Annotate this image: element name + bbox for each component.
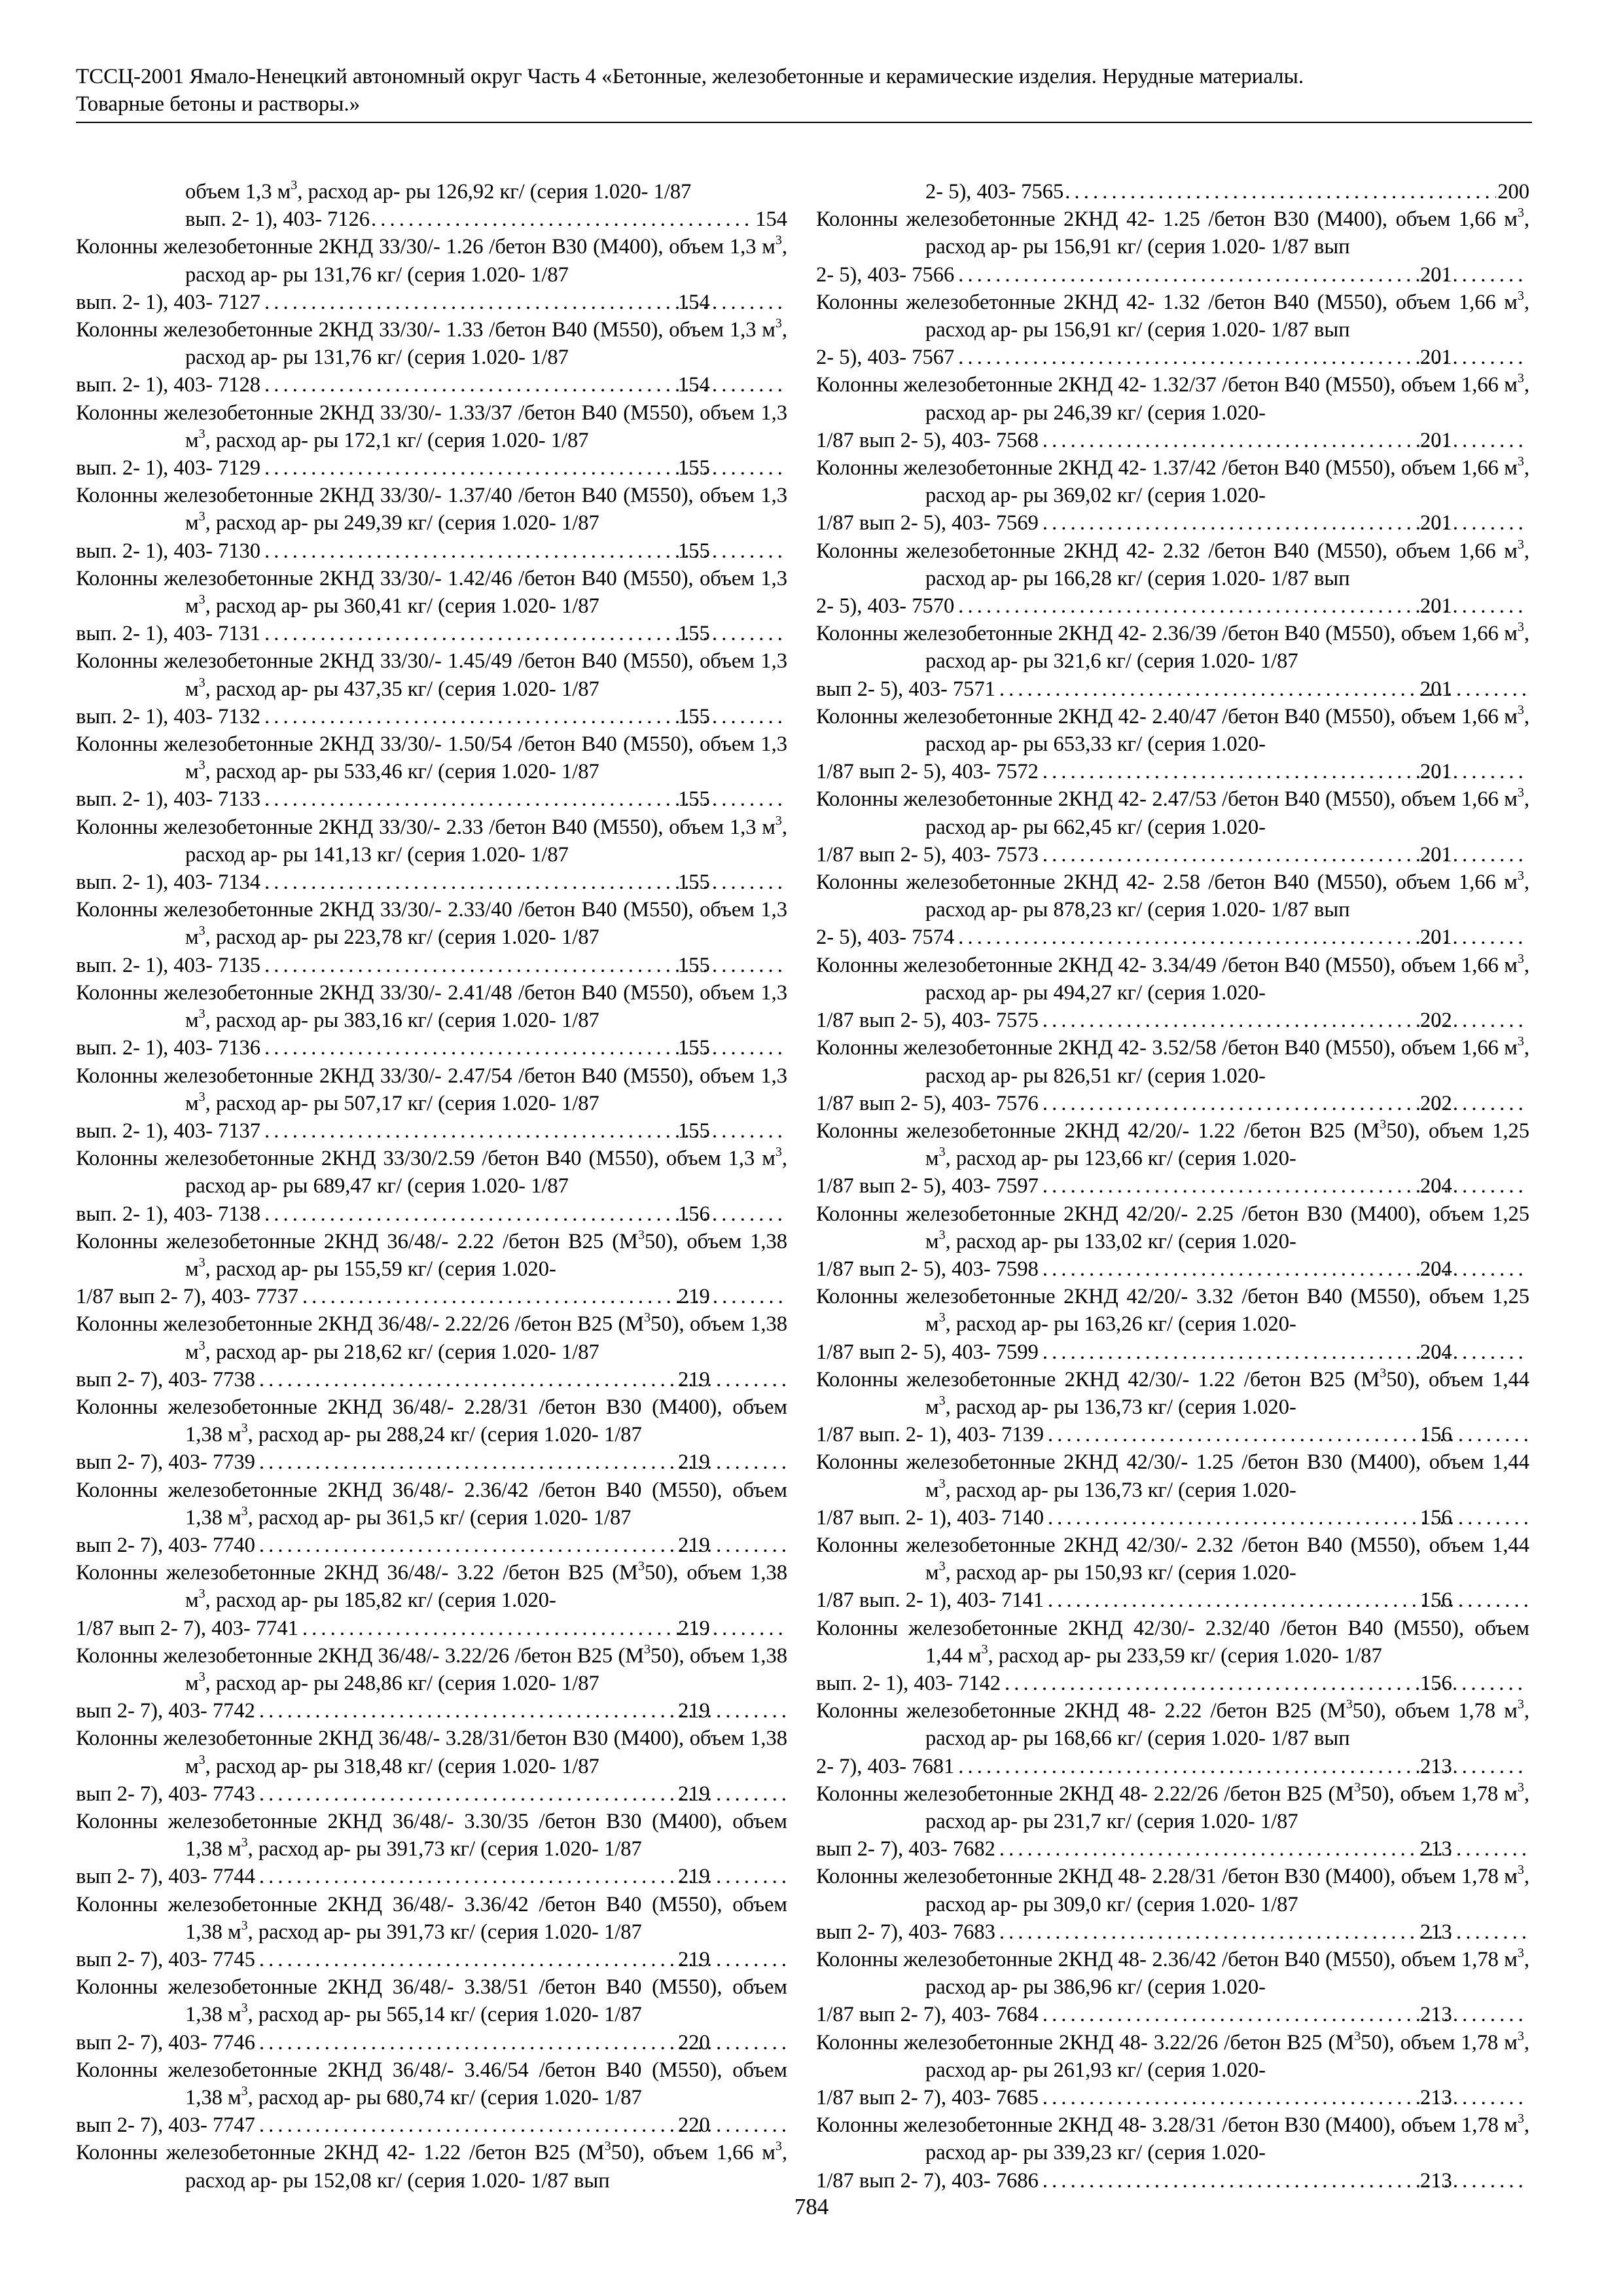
index-entry [76, 1310, 787, 1393]
entry-last-line: вып 2- 7), 403- 7682 . . . 213 [925, 1835, 1529, 1863]
entry-code: 1/87 вып 2- 5), 403- 7575 [816, 1009, 1039, 1033]
entry-last-line: вып. 2- 1), 403- 7133 . . . 155 [185, 785, 787, 813]
entry-text: Колонны железобетонные 2КНД 42- 1.37/42 /бетон В40 (М550), объем 1,66 $м^3$, расход ар- ры 369,02 кг/ (серия 1.020- [816, 454, 1529, 508]
entry-text: Колонны железобетонные 2КНД 33/30/- 2.41/48 /бетон В40 (М550), объем 1,3 $м^3$, расход ар- ры 383,16 кг/ (серия 1.020- 1/87 [76, 980, 787, 1033]
index-entry [816, 1615, 1529, 1698]
entry-code: 1/87 вып 2- 7), 403- 7684 [816, 2003, 1039, 2027]
entry-code: 2- 5), 403- 7567 [816, 346, 955, 370]
entry-text: объем 1,3 $м^3$, расход ар- ры 126,92 кг/ (серия 1.020- 1/87 [185, 178, 692, 204]
entry-code: вып. 2- 1), 403- 7136 [76, 1036, 261, 1060]
entry-code: вып. 2- 1), 403- 7127 [76, 290, 261, 314]
entry-text: Колонны железобетонные 2КНД 48- 3.28/31 /бетон В30 (М400), объем 1,78 $м^3$, расход ар- ры 339,23 кг/ (серия 1.020- [816, 2111, 1529, 2165]
entry-code: 1/87 вып 2- 5), 403- 7576 [816, 1091, 1039, 1115]
entry-text: Колонны железобетонные 2КНД 42/30/- 1.22 /бетон В25 $(М^350)$, объем 1,44 $м^3$, расход ар- ры 136,73 кг/ (серия 1.020- [816, 1365, 1529, 1419]
dot-leader [1040, 509, 1528, 537]
entry-code: вып 2- 7), 403- 7683 [816, 1920, 995, 1944]
entry-text: Колонны железобетонные 2КНД 36/48/- 3.38/51 /бетон В40 (М550), объем 1,38 $м^3$, расход ар- ры 565,14 кг/ (серия 1.020- 1/87 [76, 1975, 787, 2027]
entry-code: 1/87 вып 2- 5), 403- 7569 [816, 511, 1039, 535]
entry-last-line: 1/87 вып 2- 5), 403- 7575 . . . 202 [925, 1007, 1529, 1034]
entry-code: вып. 2- 1), 403- 7137 [76, 1119, 261, 1143]
entry-code: 2- 5), 403- 7574 [816, 925, 955, 950]
entry-text: Колонны железобетонные 2КНД 42- 1.32 /бетон В40 (М550), объем 1,66 $м^3$, расход ар- ры 156,91 кг/ (серия 1.020- 1/87 вып [816, 288, 1529, 342]
index-entry [76, 2139, 787, 2194]
entry-text: Колонны железобетонные 2КНД 48- 2.22/26 /бетон В25 $(М^350)$, объем 1,78 $м^3$, расход ар- ры 231,7 кг/ (серия 1.020- 1/87 [816, 1780, 1529, 1833]
entry-code: вып 2- 7), 403- 7747 [76, 2113, 255, 2138]
entry-last-line: 1/87 вып. 2- 1), 403- 7140 . . . 156 [925, 1504, 1529, 1532]
entry-code: вып. 2- 1), 403- 7133 [76, 787, 261, 812]
index-entry [76, 979, 787, 1062]
entry-text: Колонны железобетонные 2КНД 42- 2.32 /бетон В40 (М550), объем 1,66 $м^3$, расход ар- ры 166,28 кг/ (серия 1.020- 1/87 вып [816, 537, 1529, 590]
entry-code: 1/87 вып 2- 5), 403- 7597 [816, 1174, 1039, 1198]
index-entry [76, 1642, 787, 1725]
entry-last-line: 1/87 вып 2- 5), 403- 7597 . . . 204 [925, 1172, 1529, 1200]
index-entry [76, 1477, 787, 1560]
entry-text: Колонны железобетонные 2КНД 36/48/- 3.28/31/бетон В30 (М400), объем 1,38 $м^3$, расход ар- ры 318,48 кг/ (серия 1.020- 1/87 [76, 1727, 787, 1778]
index-entry [76, 316, 787, 399]
dot-leader [1040, 1090, 1528, 1117]
entry-code: 1/87 вып 2- 5), 403- 7573 [816, 842, 1039, 867]
header-line-1: ТССЦ-2001 Ямало-Ненецкий автономный округ Часть 4 «Бетонные, железобетонные и керамические изделия. Нерудные материалы. [76, 65, 1304, 88]
index-entry [76, 1062, 787, 1145]
entry-text: Колонны железобетонные 2КНД 33/30/- 1.33/37 /бетон В40 (М550), объем 1,3 $м^3$, расход ар- ры 172,1 кг/ (серия 1.020- 1/87 [76, 401, 787, 452]
index-entry [76, 565, 787, 648]
entry-code: вып. 2- 1), 403- 7132 [76, 704, 261, 728]
index-entry [816, 371, 1529, 454]
entry-last-line: 1/87 вып 2- 5), 403- 7569 . . . 201 [925, 509, 1529, 537]
entry-text: Колонны железобетонные 2КНД 36/48/- 2.36/42 /бетон В40 (М550), объем 1,38 $м^3$, расход ар- ры 361,5 кг/ (серия 1.020- 1/87 [76, 1478, 787, 1530]
dot-leader [1065, 178, 1496, 206]
entry-text: Колонны железобетонные 2КНД 36/48/- 3.46/54 /бетон В40 (М550), объем 1,38 $м^3$, расход ар- ры 680,74 кг/ (серия 1.020- 1/87 [76, 2058, 787, 2110]
entry-text: Колонны железобетонные 2КНД 33/30/- 1.42/46 /бетон В40 (М550), объем 1,3 $м^3$, расход ар- ры 360,41 кг/ (серия 1.020- 1/87 [76, 566, 787, 619]
index-entry [76, 1145, 787, 1228]
dot-leader [1040, 1255, 1528, 1283]
entry-code: вып 2- 7), 403- 7738 [76, 1367, 255, 1391]
index-entry [816, 952, 1529, 1035]
entry-last-line: вып 2- 7), 403- 7747 . . . 220 [185, 2111, 787, 2139]
index-entry [76, 647, 787, 730]
entry-last-line: вып. 2- 1), 403- 7135 . . . 155 [185, 952, 787, 979]
entry-last-line: 1/87 вып 2- 5), 403- 7576 . . . 202 [925, 1090, 1529, 1117]
entry-text: Колонны железобетонные 2КНД 36/48/- 3.22 /бетон В25 $(М^350)$, объем 1,38 $м^3$, расход ар- ры 185,82 кг/ (серия 1.020- [76, 1559, 787, 1613]
dot-leader [1045, 1587, 1528, 1614]
index-entry [816, 1366, 1529, 1449]
index-entry [76, 1891, 787, 1974]
entry-text: Колонны железобетонные 2КНД 42- 2.58 /бетон В40 (М550), объем 1,66 $м^3$, расход ар- ры 878,23 кг/ (серия 1.020- 1/87 вып [816, 869, 1529, 922]
entry-last-line: 2- 5), 403- 7574 . . . 201 [925, 924, 1529, 951]
entry-text: Колонны железобетонные 2КНД 48- 2.28/31 /бетон В30 (М400), объем 1,78 $м^3$, расход ар- ры 309,0 кг/ (серия 1.020- 1/87 [816, 1863, 1529, 1916]
index-entry [816, 1532, 1529, 1615]
index-entry [76, 2056, 787, 2140]
entry-page-ref: 200 [1497, 180, 1529, 204]
index-entry [76, 1393, 787, 1477]
entry-text: Колонны железобетонные 2КНД 42/30/- 2.32/40 /бетон В40 (М550), объем 1,44 $м^3$, расход ар- ры 233,59 кг/ (серия 1.020- 1/87 [816, 1616, 1529, 1668]
entry-text: Колонны железобетонные 2КНД 48- 2.22 /бетон В25 $(М^350)$, объем 1,78 $м^3$, расход ар- ры 168,66 кг/ (серия 1.020- 1/87 вып [816, 1697, 1529, 1751]
entry-last-line: вып 2- 7), 403- 7746 . . . 220 [185, 2029, 787, 2056]
header-line-2: Товарные бетоны и растворы.» [76, 92, 361, 116]
entry-text: Колонны железобетонные 2КНД 42/20/- 2.25 /бетон В30 (М400), объем 1,25 $м^3$, расход ар- ры 133,02 кг/ (серия 1.020- [816, 1202, 1529, 1253]
entry-text: Колонны железобетонные 2КНД 33/30/2.59 /бетон В40 (М550), объем 1,3 $м^3$, расход ар- ры 689,47 кг/ (серия 1.020- 1/87 [76, 1145, 787, 1198]
dot-leader [1040, 1172, 1528, 1200]
entry-text: Колонны железобетонные 2КНД 33/30/- 1.33 /бетон В40 (М550), объем 1,3 $м^3$, расход ар- ры 131,76 кг/ (серия 1.020- 1/87 [76, 316, 787, 370]
index-entry [816, 2111, 1529, 2195]
index-entry [76, 1228, 787, 1311]
dot-leader [1040, 1007, 1528, 1034]
entry-code: 1/87 вып 2- 7), 403- 7686 [816, 2168, 1039, 2193]
index-entry [76, 482, 787, 565]
entry-text: Колонны железобетонные 2КНД 36/48/- 3.22/26 /бетон В25 $(М^350)$, объем 1,38 $м^3$, расход ар- ры 248,86 кг/ (серия 1.020- 1/87 [76, 1641, 787, 1695]
entry-last-line: 1/87 вып 2- 5), 403- 7572 . . . 201 [925, 758, 1529, 785]
entry-code: вып 2- 7), 403- 7744 [76, 1865, 255, 1889]
entry-code: 1/87 вып 2- 5), 403- 7572 [816, 760, 1039, 784]
entry-code: вып. 2- 1), 403- 7130 [76, 539, 261, 563]
entry-text: Колонны железобетонные 2КНД 42/20/- 1.22 /бетон В25 $(М^350)$, объем 1,25 $м^3$, расход ар- ры 123,66 кг/ (серия 1.020- [816, 1117, 1529, 1171]
index-column-right [816, 178, 1529, 2195]
entry-text: Колонны железобетонные 2КНД 48- 2.36/42 /бетон В40 (М550), объем 1,78 $м^3$, расход ар- ры 386,96 кг/ (серия 1.020- [816, 1946, 1529, 2000]
entry-text: Колонны железобетонные 2КНД 33/30/- 2.33 /бетон В40 (М550), объем 1,3 $м^3$, расход ар- ры 141,13 кг/ (серия 1.020- 1/87 [76, 813, 787, 867]
entry-last-line: вып 2- 5), 403- 7571 . . . 201 [925, 675, 1529, 703]
header-rule [76, 122, 1532, 123]
entry-last-line: 1/87 вып 2- 5), 403- 7598 . . . 204 [925, 1255, 1529, 1283]
entry-last-line: вып. 2- 1), 403- 7142 . . . 156 [925, 1670, 1529, 1697]
entry-text: Колонны железобетонные 2КНД 42- 2.36/39 /бетон В40 (М550), объем 1,66 $м^3$, расход ар- ры 321,6 кг/ (серия 1.020- 1/87 [816, 620, 1529, 673]
index-column-left [76, 178, 787, 2195]
entry-code: 2- 7), 403- 7681 [816, 1754, 955, 1778]
index-entry [76, 1559, 787, 1642]
entry-text: Колонны железобетонные 2КНД 42- 2.40/47 /бетон В40 (М550), объем 1,66 $м^3$, расход ар- ры 653,33 кг/ (серия 1.020- [816, 702, 1529, 757]
dot-leader [1040, 841, 1528, 869]
entry-last-line: 2- 5), 403- 7567 . . . 201 [925, 344, 1529, 371]
index-entry [816, 1697, 1529, 1780]
dot-leader [300, 1615, 786, 1642]
entry-code: вып. 2- 1), 403- 7131 [76, 622, 261, 646]
entry-text: Колонны железобетонные 2КНД 42/20/- 3.32 /бетон В40 (М550), объем 1,25 $м^3$, расход ар- ры 163,26 кг/ (серия 1.020- [816, 1285, 1529, 1336]
entry-code: 2- 5), 403- 7570 [816, 594, 955, 619]
entry-last-line: вып. 2- 1), 403- 7132 . . . 155 [185, 703, 787, 730]
entry-text: Колонны железобетонные 2КНД 33/30/- 1.50/54 /бетон В40 (М550), объем 1,3 $м^3$, расход ар- ры 533,46 кг/ (серия 1.020- 1/87 [76, 732, 787, 784]
entry-text: Колонны железобетонные 2КНД 33/30/- 2.47/54 /бетон В40 (М550), объем 1,3 $м^3$, расход ар- ры 507,17 кг/ (серия 1.020- 1/87 [76, 1064, 787, 1115]
dot-leader [1040, 2084, 1528, 2111]
index-entry [76, 233, 787, 316]
entry-last-line: вып. 2- 1), 403- 7131 . . . 155 [185, 620, 787, 647]
entry-last-line: вып. 2- 1), 403- 7137 . . . 155 [185, 1117, 787, 1145]
entry-last-line: 1/87 вып 2- 5), 403- 7568 . . . 201 [925, 427, 1529, 454]
entry-code: вып. 2- 1), 403- 7142 [816, 1671, 1001, 1695]
dot-leader [371, 206, 754, 233]
entry-code: 1/87 вып. 2- 1), 403- 7139 [816, 1423, 1044, 1447]
entry-last-line: вып. 2- 1), 403- 7129 . . . 155 [185, 454, 787, 482]
index-entry [816, 1448, 1529, 1532]
entry-code: вып 2- 7), 403- 7742 [76, 1699, 255, 1723]
entry-last-line: вып 2- 7), 403- 7683 . . . 213 [925, 1918, 1529, 1946]
dot-leader [1045, 1504, 1528, 1532]
index-entry [76, 399, 787, 482]
entry-last-line: вып. 2- 1), 403- 7130 . . . 155 [185, 537, 787, 565]
index-entry [76, 896, 787, 979]
entry-code: 1/87 вып. 2- 1), 403- 7141 [816, 1588, 1044, 1613]
entry-last-line: вып 2- 7), 403- 7742 . . . 219 [185, 1697, 787, 1725]
dot-leader [1040, 427, 1528, 454]
entry-last-line: 2- 5), 403- 7566 . . . 201 [925, 261, 1529, 289]
entry-code: 2- 5), 403- 7566 [816, 262, 955, 287]
entry-code: вып. 2- 1), 403- 7129 [76, 456, 261, 480]
index-entry [76, 178, 787, 233]
entry-last-line: вып 2- 7), 403- 7738 . . . 219 [185, 1366, 787, 1393]
entry-code: вып. 2- 1), 403- 7138 [76, 1202, 261, 1226]
dot-leader [1040, 2001, 1528, 2028]
index-entry [816, 206, 1529, 289]
dot-leader [1045, 1421, 1528, 1448]
entry-code: 1/87 вып 2- 5), 403- 7568 [816, 428, 1039, 452]
index-entry [816, 289, 1529, 372]
entry-code: вып 2- 7), 403- 7740 [76, 1533, 255, 1557]
entry-last-line: вып. 2- 1), 403- 7127 . . . 154 [185, 289, 787, 316]
entry-code: 2- 5), 403- 7565 [925, 180, 1064, 204]
index-entry [816, 1946, 1529, 2029]
index-entry [816, 1283, 1529, 1366]
entry-text: Колонны железобетонные 2КНД 42/30/- 2.32 /бетон В40 (М550), объем 1,44 $м^3$, расход ар- ры 150,93 кг/ (серия 1.020- [816, 1533, 1529, 1585]
index-entry [816, 1117, 1529, 1200]
entry-last-line: 1/87 вып 2- 7), 403- 7741 . . . 219 [185, 1615, 787, 1642]
entry-last-line [925, 178, 1529, 206]
entry-text: Колонны железобетонные 2КНД 33/30/- 1.45/49 /бетон В40 (М550), объем 1,3 $м^3$, расход ар- ры 437,35 кг/ (серия 1.020- 1/87 [76, 649, 787, 701]
running-header [76, 63, 1532, 118]
entry-code: 1/87 вып 2- 5), 403- 7598 [816, 1257, 1039, 1281]
entry-last-line: вып 2- 7), 403- 7739 . . . 219 [185, 1448, 787, 1476]
index-entry [816, 1863, 1529, 1946]
index-entry [816, 620, 1529, 703]
entry-last-line: 1/87 вып 2- 7), 403- 7686 . . . 213 [925, 2167, 1529, 2195]
entry-text: Колонны железобетонные 2КНД 33/30/- 1.37/40 /бетон В40 (М550), объем 1,3 $м^3$, расход ар- ры 249,39 кг/ (серия 1.020- 1/87 [76, 484, 787, 535]
index-entry [76, 1808, 787, 1891]
entry-text: Колонны железобетонные 2КНД 42- 1.25 /бетон В30 (М400), объем 1,66 $м^3$, расход ар- ры 156,91 кг/ (серия 1.020- 1/87 вып [816, 206, 1529, 259]
entry-text: Колонны железобетонные 2КНД 42/30/- 1.25 /бетон В30 (М400), объем 1,44 $м^3$, расход ар- ры 136,73 кг/ (серия 1.020- [816, 1450, 1529, 1502]
entry-text: Колонны железобетонные 2КНД 42- 1.32/37 /бетон В40 (М550), объем 1,66 $м^3$, расход ар- ры 246,39 кг/ (серия 1.020- [816, 371, 1529, 425]
index-entry [816, 785, 1529, 869]
entry-text: Колонны железобетонные 2КНД 42- 1.22 /бетон В25 $(М^350)$, объем 1,66 $м^3$, расход ар- ры 152,08 кг/ (серия 1.020- 1/87 вып [76, 2139, 787, 2193]
entry-last-line: 1/87 вып. 2- 1), 403- 7141 . . . 156 [925, 1587, 1529, 1614]
entry-last-line [185, 206, 787, 233]
entry-page-ref: 154 [755, 207, 787, 232]
entry-last-line: вып 2- 7), 403- 7740 . . . 219 [185, 1532, 787, 1559]
index-entry [816, 869, 1529, 952]
entry-code: 1/87 вып. 2- 1), 403- 7140 [816, 1505, 1044, 1530]
entry-last-line: 1/87 вып 2- 5), 403- 7599 . . . 204 [925, 1338, 1529, 1366]
entry-last-line: 1/87 вып 2- 7), 403- 7685 . . . 213 [925, 2084, 1529, 2111]
entry-code: 1/87 вып 2- 7), 403- 7685 [816, 2086, 1039, 2110]
dot-leader [1040, 2167, 1528, 2195]
index-entry [816, 1034, 1529, 1117]
entry-last-line: 2- 7), 403- 7681 . . . 213 [925, 1753, 1529, 1780]
entry-last-line: 1/87 вып 2- 7), 403- 7737 . . . 219 [185, 1283, 787, 1310]
entry-last-line: 1/87 вып 2- 5), 403- 7573 . . . 201 [925, 841, 1529, 869]
index-entry [816, 1200, 1529, 1283]
entry-code: вып. 2- 1), 403- 7134 [76, 870, 261, 895]
entry-code: 1/87 вып 2- 7), 403- 7741 [76, 1616, 298, 1640]
entry-text: Колонны железобетонные 2КНД 36/48/- 3.30/35 /бетон В30 (М400), объем 1,38 $м^3$, расход ар- ры 391,73 кг/ (серия 1.020- 1/87 [76, 1809, 787, 1861]
entry-code: вып 2- 7), 403- 7746 [76, 2030, 255, 2054]
entry-text: Колонны железобетонные 2КНД 36/48/- 2.22 /бетон В25 $(М^350)$, объем 1,38 $м^3$, расход ар- ры 155,59 кг/ (серия 1.020- [76, 1227, 787, 1281]
index-entry [816, 454, 1529, 537]
index-entry [816, 2029, 1529, 2112]
entry-code: 1/87 вып 2- 7), 403- 7737 [76, 1285, 298, 1309]
index-entry [816, 703, 1529, 786]
entry-last-line: вып 2- 7), 403- 7744 . . . 219 [185, 1863, 787, 1890]
index-entry [816, 537, 1529, 620]
entry-text: Колонны железобетонные 2КНД 48- 3.22/26 /бетон В25 $(М^350)$, объем 1,78 $м^3$, расход ар- ры 261,93 кг/ (серия 1.020- [816, 2028, 1529, 2082]
dot-leader [300, 1283, 786, 1310]
entry-text: Колонны железобетонные 2КНД 36/48/- 2.22/26 /бетон В25 $(М^350)$, объем 1,38 $м^3$, расход ар- ры 218,62 кг/ (серия 1.020- 1/87 [76, 1310, 787, 1364]
entry-code: вып. 2- 1), 403- 7128 [76, 373, 261, 397]
entry-text: Колонны железобетонные 2КНД 42- 3.34/49 /бетон В40 (М550), объем 1,66 $м^3$, расход ар- ры 494,27 кг/ (серия 1.020- [816, 951, 1529, 1005]
dot-leader [1040, 1338, 1528, 1366]
entry-code: вып. 2- 1), 403- 7126 [185, 207, 370, 232]
entry-last-line: вып. 2- 1), 403- 7128 . . . 154 [185, 371, 787, 399]
index-entry [76, 1973, 787, 2056]
entry-last-line: вып 2- 7), 403- 7743 . . . 219 [185, 1780, 787, 1808]
entry-last-line: вып. 2- 1), 403- 7136 . . . 155 [185, 1034, 787, 1062]
page-number: 784 [794, 2194, 829, 2219]
entry-text: Колонны железобетонные 2КНД 36/48/- 3.36/42 /бетон В40 (М550), объем 1,38 $м^3$, расход ар- ры 391,73 кг/ (серия 1.020- 1/87 [76, 1892, 787, 1944]
entry-code: вып 2- 7), 403- 7739 [76, 1450, 255, 1475]
entry-last-line: вып 2- 7), 403- 7745 . . . 219 [185, 1946, 787, 1973]
entry-code: вып. 2- 1), 403- 7135 [76, 953, 261, 977]
dot-leader [1040, 758, 1528, 785]
entry-code: вып 2- 7), 403- 7745 [76, 1948, 255, 1971]
entry-text: Колонны железобетонные 2КНД 42- 3.52/58 /бетон В40 (М550), объем 1,66 $м^3$, расход ар- ры 826,51 кг/ (серия 1.020- [816, 1034, 1529, 1088]
entry-last-line: 1/87 вып. 2- 1), 403- 7139 . . . 156 [925, 1421, 1529, 1448]
index-entry [76, 814, 787, 897]
index-entry [816, 1780, 1529, 1863]
entry-code: 1/87 вып 2- 5), 403- 7599 [816, 1340, 1039, 1364]
entry-text: Колонны железобетонные 2КНД 33/30/- 2.33/40 /бетон В40 (М550), объем 1,3 $м^3$, расход ар- ры 223,78 кг/ (серия 1.020- 1/87 [76, 898, 787, 950]
entry-text: Колонны железобетонные 2КНД 33/30/- 1.26 /бетон В30 (М400), объем 1,3 $м^3$, расход ар- ры 131,76 кг/ (серия 1.020- 1/87 [76, 233, 787, 287]
index-entry [76, 1725, 787, 1808]
index-entry [816, 178, 1529, 206]
entry-code: вып 2- 7), 403- 7743 [76, 1782, 255, 1806]
entry-last-line: вып. 2- 1), 403- 7138 . . . 156 [185, 1200, 787, 1228]
entry-code: вып 2- 7), 403- 7682 [816, 1837, 995, 1861]
index-entry [76, 730, 787, 814]
entry-text: Колонны железобетонные 2КНД 36/48/- 2.28/31 /бетон В30 (М400), объем 1,38 $м^3$, расход ар- ры 288,24 кг/ (серия 1.020- 1/87 [76, 1395, 787, 1447]
entry-text: Колонны железобетонные 2КНД 42- 2.47/53 /бетон В40 (М550), объем 1,66 $м^3$, расход ар- ры 662,45 кг/ (серия 1.020- [816, 785, 1529, 839]
entry-last-line: 2- 5), 403- 7570 . . . 201 [925, 592, 1529, 620]
entry-last-line: 1/87 вып 2- 7), 403- 7684 . . . 213 [925, 2001, 1529, 2028]
entry-code: вып 2- 5), 403- 7571 [816, 677, 995, 701]
entry-last-line: вып. 2- 1), 403- 7134 . . . 155 [185, 869, 787, 896]
